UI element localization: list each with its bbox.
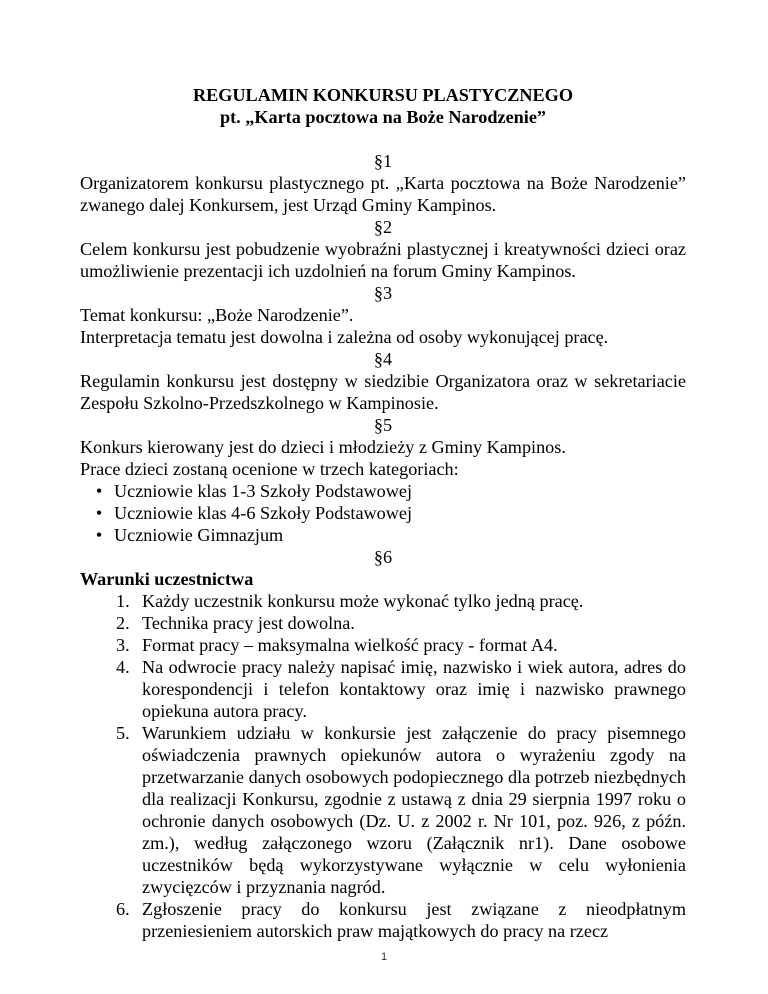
list-item <box>80 656 686 722</box>
conditions-list <box>80 590 686 942</box>
item-number: 2. <box>116 613 130 633</box>
page-number: 1 <box>380 951 388 963</box>
section-mark-6: §6 <box>373 547 393 567</box>
document-subtitle: pt. „Karta pocztowa na Boże Narodzenie” <box>220 107 546 127</box>
category-label: Uczniowie klas 4-6 Szkoły Podstawowej <box>114 503 413 523</box>
section-mark-3: §3 <box>373 283 393 303</box>
list-item <box>80 524 686 546</box>
document-page <box>80 84 686 942</box>
section-2-text: Celem konkursu jest pobudzenie wyobraźni plastycznej i kreatywności dzieci oraz umożliwienie prezentacji ich uzdolnień na forum Gminy Kampinos. <box>80 239 686 281</box>
item-number: 4. <box>116 657 130 677</box>
item-number: 3. <box>116 635 130 655</box>
list-item <box>80 612 686 634</box>
item-number: 5. <box>116 723 130 743</box>
bullet-icon: • <box>95 525 103 545</box>
conditions-heading: Warunki uczestnictwa <box>80 569 254 589</box>
item-text: Warunkiem udziału w konkursie jest załączenie do pracy pisemnego oświadczenia prawnych opiekunów autora o wyrażeniu zgody na przetwarzanie danych osobowych podopiecznego dla potrzeb niezbędnych dla realizacji Konkursu, zgodnie z ustawą z dnia 29 sierpnia 1997 roku o ochronie danych osobowych (Dz. U. z 2002 r. Nr 101, poz. 926, z późn. zm.), według załączonego wzoru (Załącznik nr1). Dane osobowe uczestników będą wykorzystywane wyłącznie w celu wyłonienia zwycięzców i przyznania nagród. <box>142 723 686 897</box>
section-mark-2: §2 <box>373 217 393 237</box>
item-number: 6. <box>116 899 130 919</box>
section-1-text: Organizatorem konkursu plastycznego pt. „Karta pocztowa na Boże Narodzenie” zwanego dalej Konkursem, jest Urząd Gminy Kampinos. <box>80 173 686 215</box>
section-4-text: Regulamin konkursu jest dostępny w siedzibie Organizatora oraz w sekretariacie Zespołu Szkolno-Przedszkolnego w Kampinosie. <box>80 371 686 413</box>
section-mark-1: §1 <box>373 151 393 171</box>
section-mark-5: §5 <box>373 415 393 435</box>
list-item <box>80 502 686 524</box>
item-number: 1. <box>116 591 130 611</box>
item-text: Format pracy – maksymalna wielkość pracy - format A4. <box>142 635 558 655</box>
category-list <box>80 480 686 546</box>
list-item <box>80 590 686 612</box>
section-5-categories-intro: Prace dzieci zostaną ocenione w trzech kategoriach: <box>80 459 459 479</box>
item-text: Technika pracy jest dowolna. <box>142 613 355 633</box>
section-3-interpretation: Interpretacja tematu jest dowolna i zależna od osoby wykonującej pracę. <box>80 327 609 347</box>
bullet-icon: • <box>95 503 103 523</box>
list-item <box>80 634 686 656</box>
category-label: Uczniowie Gimnazjum <box>114 525 284 545</box>
section-3-topic: Temat konkursu: „Boże Narodzenie”. <box>80 305 354 325</box>
category-label: Uczniowie klas 1-3 Szkoły Podstawowej <box>114 481 413 501</box>
list-item <box>80 480 686 502</box>
item-text: Zgłoszenie pracy do konkursu jest związane z nieodpłatnym przeniesieniem autorskich praw majątkowych do pracy na rzecz <box>142 899 686 941</box>
section-mark-4: §4 <box>373 349 393 369</box>
document-title: REGULAMIN KONKURSU PLASTYCZNEGO <box>193 85 573 105</box>
list-item <box>80 898 686 942</box>
list-item <box>80 722 686 898</box>
item-text: Na odwrocie pracy należy napisać imię, nazwisko i wiek autora, adres do korespondencji i telefon kontaktowy oraz imię i nazwisko prawnego opiekuna autora pracy. <box>142 657 686 721</box>
bullet-icon: • <box>95 481 103 501</box>
item-text: Każdy uczestnik konkursu może wykonać tylko jedną pracę. <box>142 591 584 611</box>
section-5-audience: Konkurs kierowany jest do dzieci i młodzieży z Gminy Kampinos. <box>80 437 566 457</box>
